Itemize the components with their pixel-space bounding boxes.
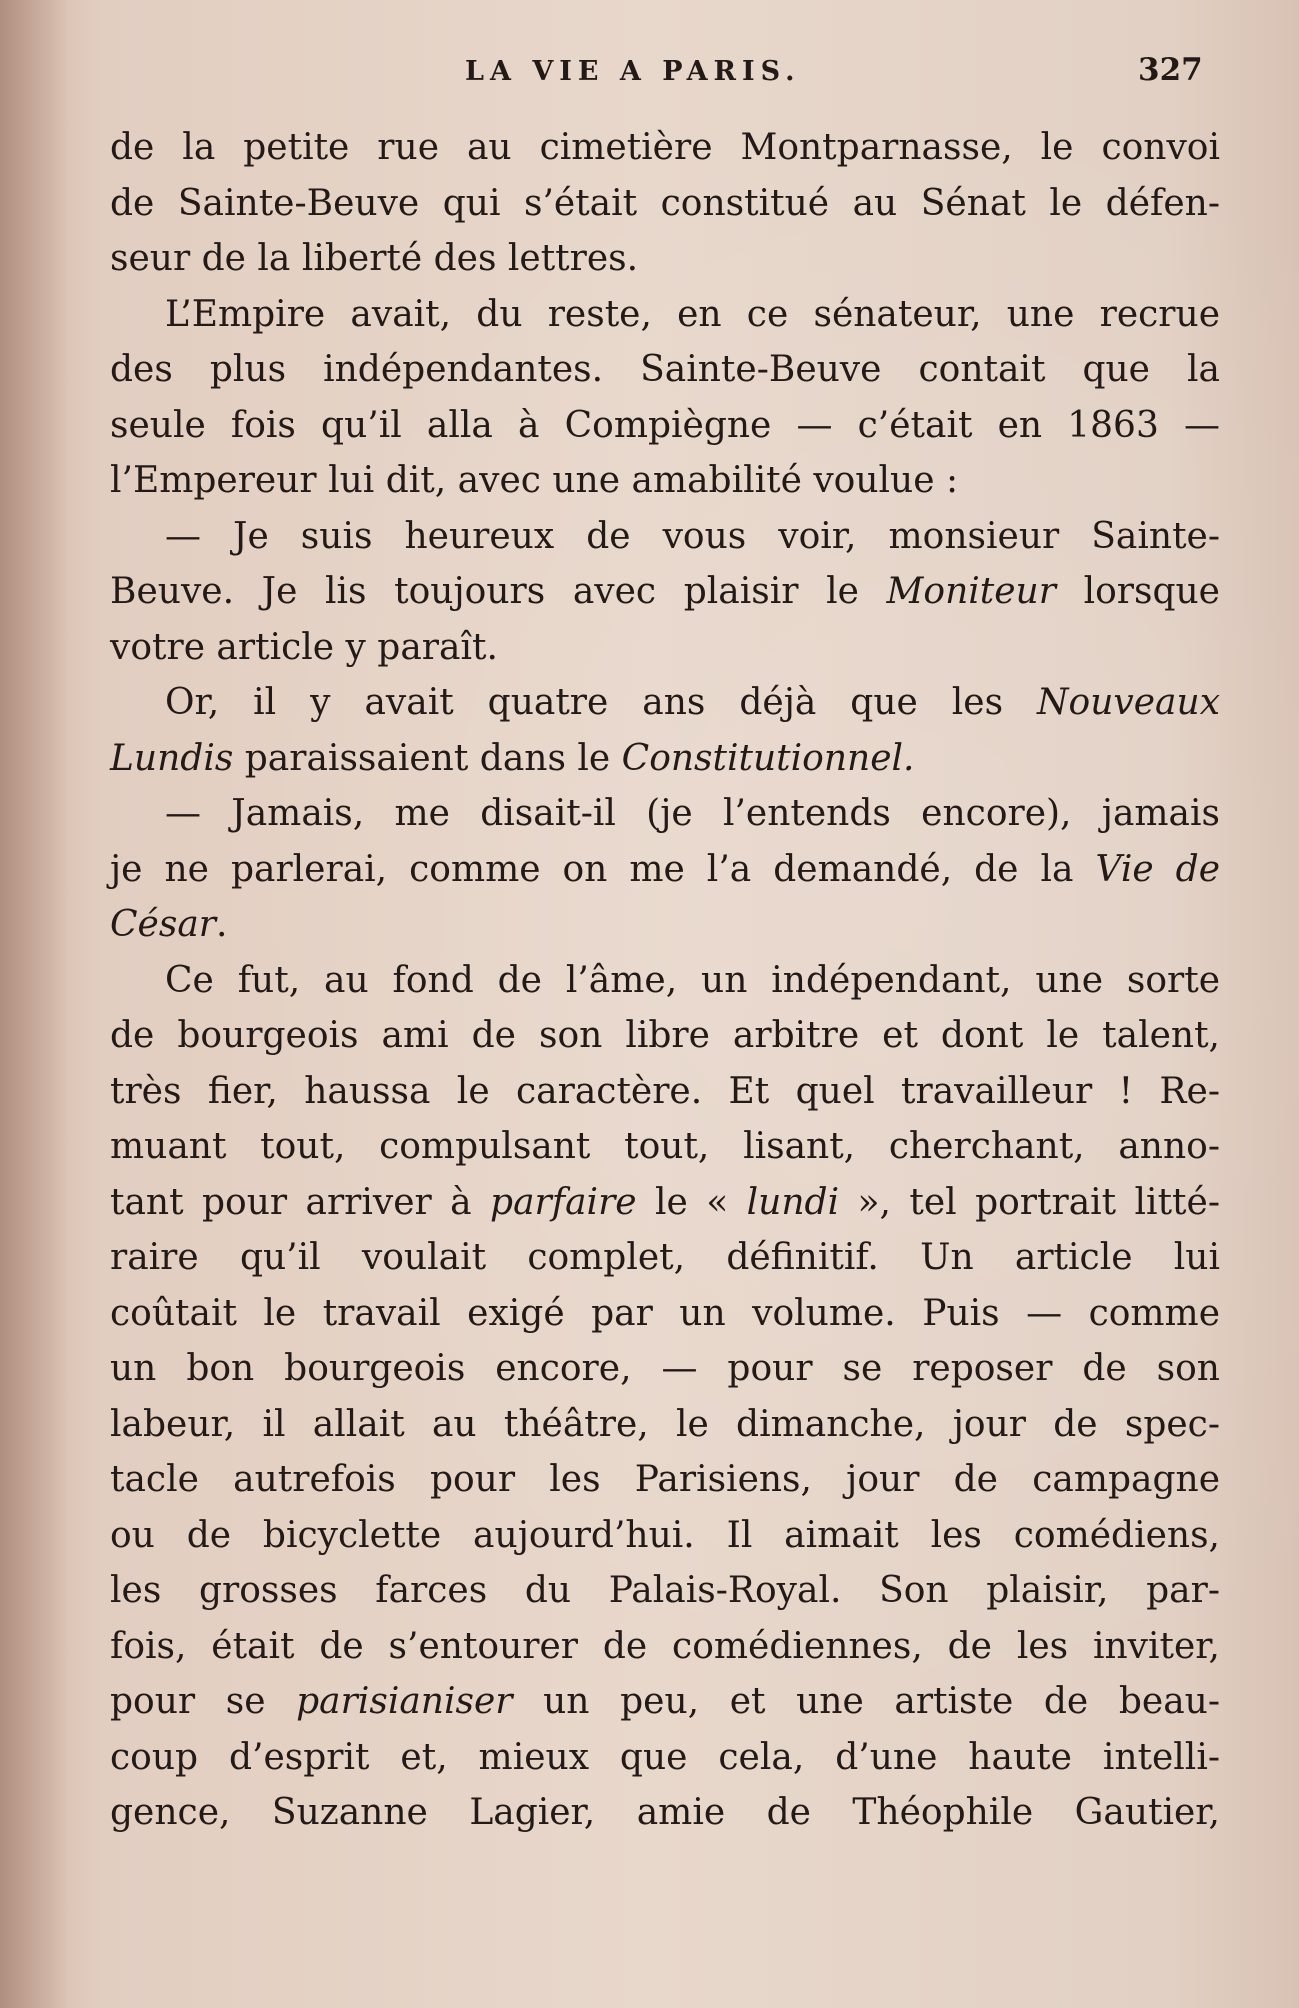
text-line: L’Empire avait, du reste, en ce sénateur, une recrue (165, 293, 1220, 335)
text-line: Ce fut, au fond de l’âme, un indépendant, une sorte (165, 959, 1220, 1001)
text-line: tacle autrefois pour les Parisiens, jour de campagne (110, 1459, 1220, 1500)
italic-title: César (110, 904, 216, 945)
italic-title: Vie de (1095, 848, 1220, 890)
text-run: », tel portrait litté- (839, 1181, 1220, 1223)
text-run: je ne parlerai, comme on me l’a demandé, de la (110, 848, 1096, 890)
page-number: 327 (1138, 52, 1203, 88)
text-line: — Jamais, me disait-il (je l’entends encore), jamais (165, 793, 1220, 834)
text-line (110, 842, 1220, 898)
text-line: coûtait le travail exigé par un volume. Puis — comme (110, 1292, 1220, 1334)
italic-title: Constitutionnel. (621, 737, 915, 779)
text-line: gence, Suzanne Lagier, amie de Théophile Gautier, (110, 1792, 1220, 1833)
text-line: seule fois qu’il alla à Compiègne — c’était en 1863 — (110, 404, 1220, 446)
text-line: muant tout, compulsant tout, lisant, cherchant, anno- (110, 1126, 1220, 1167)
text-run: Beuve. Je lis toujours avec plaisir le (110, 571, 887, 612)
gutter-shadow (0, 0, 70, 2008)
text-line (110, 731, 1220, 787)
text-run: tant pour arriver à (110, 1181, 491, 1223)
text-line: un bon bourgeois encore, — pour se reposer de son (110, 1348, 1220, 1389)
text-line: de la petite rue au cimetière Montparnasse, le convoi (110, 127, 1220, 168)
text-line: des plus indépendantes. Sainte-Beuve contait que la (110, 349, 1220, 390)
text-run: pour se (110, 1681, 297, 1722)
italic-title: Moniteur (886, 571, 1056, 612)
text-line: labeur, il allait au théâtre, le dimanche, jour de spec- (110, 1403, 1220, 1445)
text-run: paraissaient dans le (233, 737, 622, 779)
text-line (110, 564, 1220, 620)
italic-word: parisianiser (296, 1681, 513, 1722)
text-line: coup d’esprit et, mieux que cela, d’une haute intelli- (110, 1736, 1220, 1778)
text-line: seur de la liberté des lettres. (110, 238, 639, 279)
text-line: de bourgeois ami de son libre arbitre et dont le talent, (110, 1015, 1220, 1056)
body-text (110, 120, 1220, 1841)
text-line: raire qu’il voulait complet, définitif. Un article lui (110, 1237, 1220, 1278)
running-title: LA VIE A PARIS. (465, 56, 801, 87)
text-line (110, 897, 1220, 953)
text-run: . (216, 904, 228, 945)
text-line: très fier, haussa le caractère. Et quel travailleur ! Re- (110, 1070, 1220, 1112)
text-line: l’Empereur lui dit, avec une amabilité voulue : (110, 460, 959, 501)
text-run: Or, il y avait quatre ans déjà que les (165, 682, 1038, 723)
italic-title: Nouveaux (1037, 682, 1220, 723)
italic-word: lundi (746, 1181, 840, 1223)
text-line (110, 1175, 1220, 1231)
text-line (110, 1674, 1220, 1730)
running-head (0, 52, 1299, 92)
text-line (110, 675, 1220, 731)
italic-word: parfaire (490, 1181, 637, 1223)
text-line: ou de bicyclette aujourd’hui. Il aimait les comédiens, (110, 1514, 1220, 1556)
text-line: — Je suis heureux de vous voir, monsieur Sainte- (165, 515, 1220, 557)
text-run: lorsque (1055, 571, 1220, 612)
italic-title: Lundis (110, 737, 234, 779)
text-line: fois, était de s’entourer de comédiennes, de les inviter, (110, 1625, 1220, 1667)
text-run: un peu, et une artiste de beau- (512, 1681, 1221, 1722)
text-line: de Sainte-Beuve qui s’était constitué au Sénat le défen- (110, 182, 1220, 224)
text-run: le « (636, 1181, 747, 1223)
text-line: les grosses farces du Palais-Royal. Son plaisir, par- (110, 1570, 1220, 1611)
text-line: votre article y paraît. (110, 626, 498, 668)
